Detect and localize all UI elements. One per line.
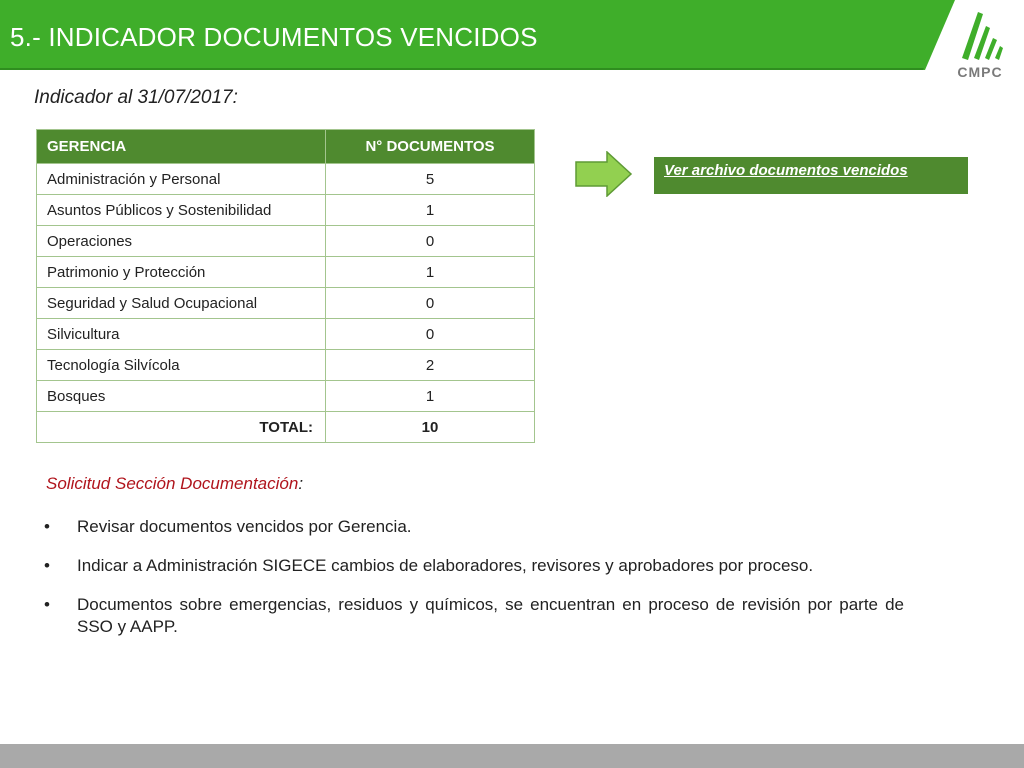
total-value: 10 xyxy=(326,412,535,443)
list-item-text: Documentos sobre emergencias, residuos y químicos, se encuentran en proceso de revisión por parte de SSO y AAPP. xyxy=(77,595,904,636)
table-row xyxy=(37,226,535,257)
indicator-date-subtitle: Indicador al 31/07/2017: xyxy=(34,87,238,108)
gerencia-cell: Administración y Personal xyxy=(37,164,326,195)
table-total-row xyxy=(37,412,535,443)
request-list xyxy=(44,516,904,655)
cmpc-logo-icon xyxy=(952,8,1008,64)
documentos-cell: 1 xyxy=(326,195,535,226)
documentos-cell: 2 xyxy=(326,350,535,381)
table-row xyxy=(37,350,535,381)
gerencia-cell: Silvicultura xyxy=(37,319,326,350)
logo-text: CMPC xyxy=(957,64,1003,80)
footer-bar xyxy=(0,744,1024,768)
column-header-gerencia: GERENCIA xyxy=(37,130,326,164)
documentos-cell: 0 xyxy=(326,319,535,350)
request-heading-colon: : xyxy=(298,474,304,493)
view-expired-documents-link[interactable] xyxy=(654,157,968,194)
gerencia-cell: Operaciones xyxy=(37,226,326,257)
table-row xyxy=(37,288,535,319)
documentos-cell: 1 xyxy=(326,381,535,412)
header-bar xyxy=(0,0,1024,70)
gerencia-cell: Tecnología Silvícola xyxy=(37,350,326,381)
request-heading xyxy=(46,474,303,494)
table-header-row xyxy=(37,130,535,164)
gerencia-cell: Patrimonio y Protección xyxy=(37,257,326,288)
documentos-cell: 1 xyxy=(326,257,535,288)
gerencia-cell: Asuntos Públicos y Sostenibilidad xyxy=(37,195,326,226)
table-row xyxy=(37,257,535,288)
gerencia-cell: Seguridad y Salud Ocupacional xyxy=(37,288,326,319)
total-label: TOTAL: xyxy=(37,412,326,443)
bullet-icon: • xyxy=(44,556,50,575)
list-item-text: Indicar a Administración SIGECE cambios de elaboradores, revisores y aprobadores por proceso. xyxy=(77,556,814,575)
list-item xyxy=(44,594,904,638)
cmpc-logo xyxy=(952,8,1008,84)
documentos-cell: 0 xyxy=(326,288,535,319)
documents-table xyxy=(36,129,535,443)
list-item xyxy=(44,555,904,577)
documentos-cell: 0 xyxy=(326,226,535,257)
link-label[interactable]: Ver archivo documentos vencidos xyxy=(664,162,908,179)
table-row xyxy=(37,381,535,412)
list-item-text: Revisar documentos vencidos por Gerencia. xyxy=(77,517,412,536)
table-row xyxy=(37,195,535,226)
table-row xyxy=(37,164,535,195)
arrow-right-icon xyxy=(575,151,633,197)
gerencia-cell: Bosques xyxy=(37,381,326,412)
bullet-icon: • xyxy=(44,595,50,614)
list-item xyxy=(44,516,904,538)
slide-title: 5.- INDICADOR DOCUMENTOS VENCIDOS xyxy=(10,22,538,52)
bullet-icon: • xyxy=(44,517,50,536)
request-heading-text: Solicitud Sección Documentación xyxy=(46,474,299,493)
table-row xyxy=(37,319,535,350)
column-header-documentos: N° DOCUMENTOS xyxy=(326,130,535,164)
documentos-cell: 5 xyxy=(326,164,535,195)
